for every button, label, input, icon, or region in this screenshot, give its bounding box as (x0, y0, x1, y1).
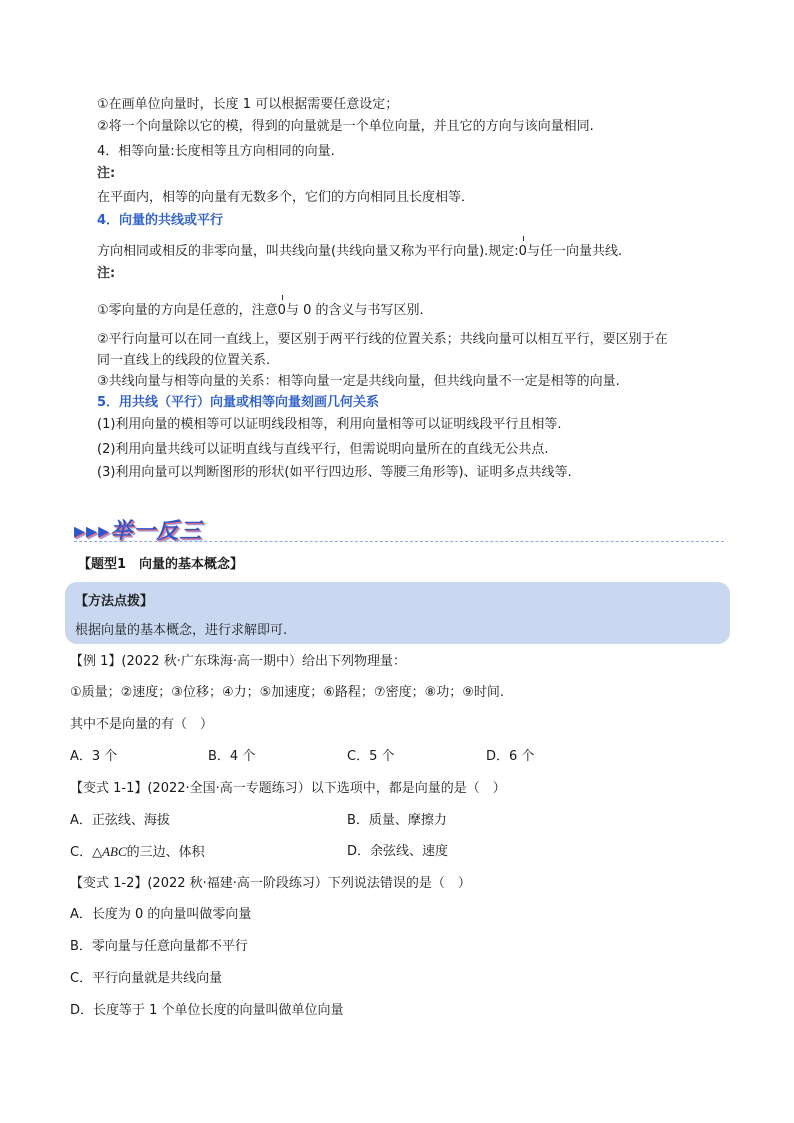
example1-option-d[interactable]: D．6 个 (486, 749, 535, 764)
variant11-option-d[interactable]: D．余弦线、速度 (347, 844, 449, 859)
note-unit-vector: ②将一个向量除以它的模，得到的向量就是一个单位向量，并且它的方向与该向量相同. (97, 119, 594, 134)
method-box (65, 582, 730, 644)
geometry-item-2: (2)利用向量共线可以证明直线与直线平行，但需说明向量所在的直线无公共点. (97, 442, 549, 457)
variant12-stem: 【变式 1-2】(2022 秋·福建·高一阶段练习）下列说法错误的是（ ） (70, 876, 471, 891)
example1-question: 其中不是向量的有（ ） (70, 717, 214, 732)
triangle-abc: ABC (102, 844, 127, 859)
zero-vector-symbol: 0 (518, 244, 527, 259)
method-text: 根据向量的基本概念，进行求解即可. (75, 623, 288, 638)
zero-vector-symbol-2: 0 (277, 303, 286, 318)
collinear-note-3: ③共线向量与相等向量的关系：相等向量一定是共线向量，但共线向量不一定是相等的向量. (97, 374, 620, 389)
note-label-2: 注: (97, 266, 116, 281)
banner-title: ▸▸▸举一反三 (74, 519, 203, 544)
equal-vectors-definition: 4．相等向量:长度相等且方向相同的向量. (97, 144, 335, 159)
collinear-note-1 (97, 302, 424, 320)
option-c-text: 的三边、体积 (126, 845, 205, 860)
variant11-option-b[interactable]: B．质量、摩擦力 (347, 813, 447, 828)
variant12-option-a[interactable]: A．长度为 0 的向量叫做零向量 (70, 907, 252, 922)
method-title: 【方法点拨】 (75, 594, 154, 609)
collinear-heading: 4．向量的共线或平行 (97, 213, 224, 228)
note1-text: ①零向量的方向是任意的，注意 (97, 303, 278, 318)
example1-option-a[interactable]: A．3 个 (70, 749, 118, 764)
equal-vectors-note: 在平面内，相等的向量有无数多个，它们的方向相同且长度相等． (97, 190, 475, 205)
geometry-heading: 5．用共线（平行）向量或相等向量刻画几何关系 (97, 395, 380, 410)
variant12-option-c[interactable]: C．平行向量就是共线向量 (70, 971, 223, 986)
topic-title: 【题型1 向量的基本概念】 (78, 557, 244, 572)
collinear-note-2b: 同一直线上的线段的位置关系. (97, 353, 271, 368)
example1-stem: 【例 1】(2022 秋·广东珠海·高一期中）给出下列物理量： (70, 654, 406, 669)
example1-list: ①质量；②速度；③位移；④力；⑤加速度；⑥路程；⑦密度；⑧功；⑨时间. (70, 685, 505, 700)
note-unit-length: ①在画单位向量时，长度 1 可以根据需要任意设定； (97, 97, 399, 112)
note1-tail: 与 0 的含义与书写区别. (285, 303, 424, 318)
section-banner (74, 512, 724, 546)
option-c-prefix: C．△ (70, 845, 103, 860)
variant11-option-a[interactable]: A．正弦线、海拔 (70, 813, 170, 828)
note-label: 注: (97, 166, 116, 181)
collinear-def-text: 方向相同或相反的非零向量，叫共线向量(共线向量又称为平行向量).规定: (97, 244, 519, 259)
collinear-definition (97, 243, 622, 261)
banner-divider (74, 541, 724, 542)
variant12-option-d[interactable]: D．长度等于 1 个单位长度的向量叫做单位向量 (70, 1003, 344, 1018)
collinear-note-2a: ②平行向量可以在同一直线上，要区别于两平行线的位置关系；共线向量可以相互平行，要区别于在 (97, 332, 668, 347)
geometry-item-1: (1)利用向量的模相等可以证明线段相等，利用向量相等可以证明线段平行且相等. (97, 417, 562, 432)
example1-option-c[interactable]: C．5 个 (347, 749, 395, 764)
variant11-stem: 【变式 1-1】(2022·全国·高一专题练习）以下选项中，都是向量的是（ ） (70, 781, 506, 796)
variant11-option-c[interactable] (70, 843, 205, 862)
example1-option-b[interactable]: B．4 个 (208, 749, 256, 764)
geometry-item-3: (3)利用向量可以判断图形的形状(如平行四边形、等腰三角形等)、证明多点共线等. (97, 465, 572, 480)
variant12-option-b[interactable]: B．零向量与任意向量都不平行 (70, 939, 248, 954)
collinear-def-tail: 与任一向量共线. (526, 244, 623, 259)
